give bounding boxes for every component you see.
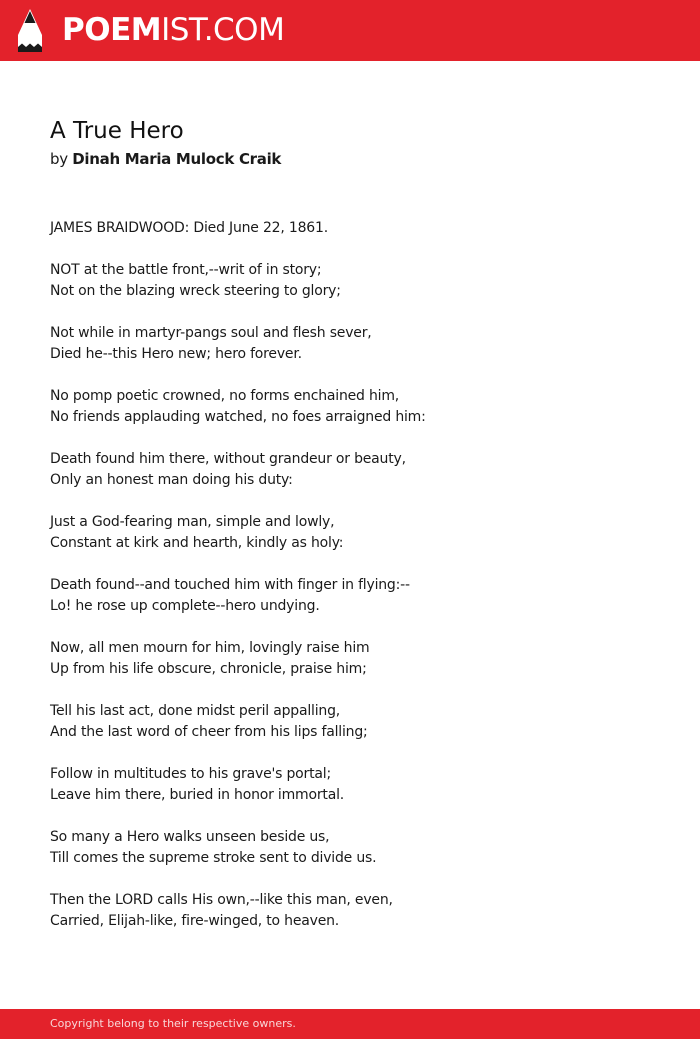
poem-line: Till comes the supreme stroke sent to divide us. <box>50 850 377 866</box>
poem-line: Death found him there, without grandeur or beauty, <box>50 451 406 467</box>
poem-stanza <box>50 323 670 365</box>
pencil-tip-icon[interactable] <box>18 9 42 52</box>
poem-stanza <box>50 764 670 806</box>
poem-line: And the last word of cheer from his lips falling; <box>50 724 368 740</box>
poem-line: Only an honest man doing his duty: <box>50 472 293 488</box>
site-footer <box>0 1009 700 1039</box>
poem-stanza <box>50 575 670 617</box>
poem-line: Not while in martyr-pangs soul and flesh sever, <box>50 325 372 341</box>
poem-line: Not on the blazing wreck steering to glory; <box>50 283 341 299</box>
poem-stanza <box>50 638 670 680</box>
copyright-text: Copyright belong to their respective owners. <box>50 1017 296 1030</box>
logo-text-strong: POEM <box>62 12 162 48</box>
poem-stanza <box>50 218 670 239</box>
poem-line: Follow in multitudes to his grave's portal; <box>50 766 331 782</box>
poem-stanza <box>50 701 670 743</box>
poem-line: Leave him there, buried in honor immortal. <box>50 787 345 803</box>
poem-line: Now, all men mourn for him, lovingly raise him <box>50 640 370 656</box>
poem-title: A True Hero <box>50 118 184 144</box>
poem-line: So many a Hero walks unseen beside us, <box>50 829 330 845</box>
poem-body <box>50 218 670 953</box>
poem-line: No friends applauding watched, no foes arraigned him: <box>50 409 426 425</box>
poem-stanza <box>50 890 670 932</box>
poem-line: Constant at kirk and hearth, kindly as holy: <box>50 535 344 551</box>
site-logo[interactable] <box>62 10 284 50</box>
poem-stanza <box>50 512 670 554</box>
byline <box>50 148 281 170</box>
poem-line: Then the LORD calls His own,--like this man, even, <box>50 892 393 908</box>
by-label: by <box>50 150 68 168</box>
poem-line: Death found--and touched him with finger in flying:-- <box>50 577 410 593</box>
poem-line: Carried, Elijah-like, fire-winged, to heaven. <box>50 913 340 929</box>
poem-line: JAMES BRAIDWOOD: Died June 22, 1861. <box>50 220 328 236</box>
poem-stanza <box>50 386 670 428</box>
site-header <box>0 0 700 61</box>
author-name[interactable]: Dinah Maria Mulock Craik <box>72 150 282 168</box>
poem-line: Lo! he rose up complete--hero undying. <box>50 598 320 614</box>
poem-line: Just a God-fearing man, simple and lowly, <box>50 514 335 530</box>
poem-line: No pomp poetic crowned, no forms enchained him, <box>50 388 400 404</box>
poem-line: Died he--this Hero new; hero forever. <box>50 346 302 362</box>
poem-line: Up from his life obscure, chronicle, praise him; <box>50 661 367 677</box>
poem-stanza <box>50 449 670 491</box>
poem-stanza <box>50 260 670 302</box>
poem-line: Tell his last act, done midst peril appalling, <box>50 703 341 719</box>
poem-line: NOT at the battle front,--writ of in story; <box>50 262 322 278</box>
logo-text-light: IST.COM <box>161 12 285 48</box>
poem-stanza <box>50 827 670 869</box>
